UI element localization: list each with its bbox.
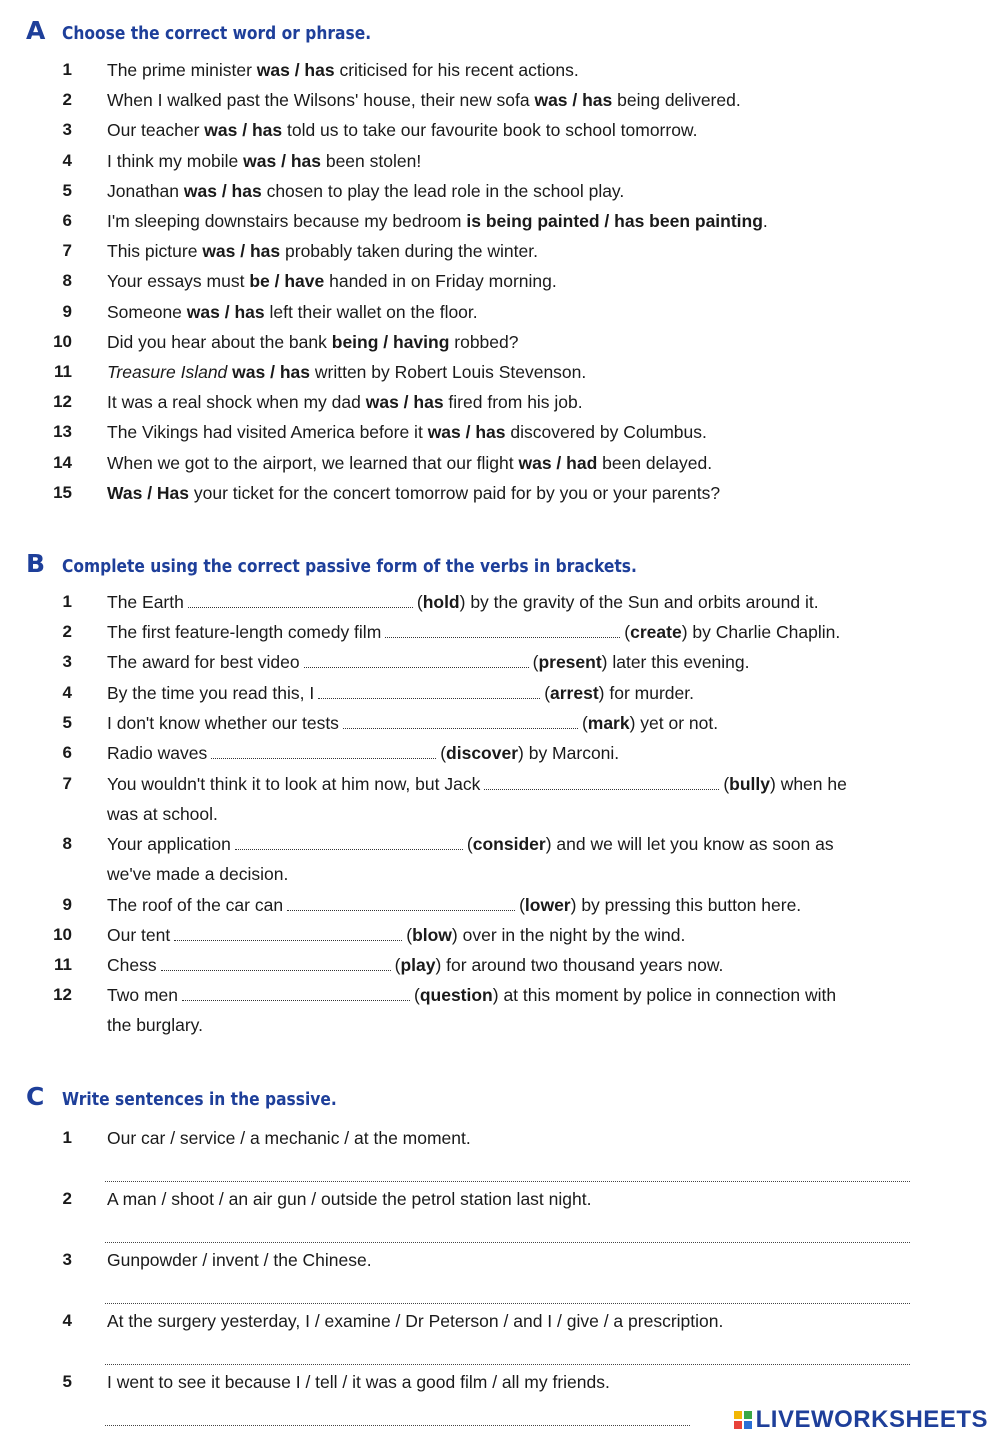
answer-choice[interactable]: was / has	[183, 180, 262, 201]
answer-choice[interactable]: Was / Has	[107, 482, 190, 503]
item-text	[107, 895, 801, 916]
bracket: (	[624, 622, 631, 642]
list-item	[0, 622, 1000, 652]
item-text	[107, 743, 619, 764]
item-number: 15	[53, 482, 72, 502]
text-fragment: handed in on Friday morning.	[324, 271, 557, 292]
text-fragment: The prime minister	[107, 60, 257, 80]
section-letter: A	[26, 16, 46, 45]
verb-prompt: consider	[472, 834, 546, 854]
list-item	[0, 1250, 1000, 1280]
verb-prompt: hold	[422, 592, 460, 612]
item-text	[107, 622, 840, 643]
answer-blank[interactable]	[211, 756, 436, 759]
verb-prompt: present	[538, 652, 602, 672]
answer-choice[interactable]: being / having	[331, 331, 450, 352]
text-fragment: by pressing this button here.	[576, 895, 802, 915]
section-b-heading	[26, 549, 730, 578]
item-text	[107, 713, 718, 734]
bracket: (	[440, 743, 447, 763]
section-title: Choose the correct word or phrase.	[62, 23, 372, 44]
answer-blank[interactable]	[304, 665, 529, 668]
list-item	[0, 925, 1000, 955]
bracket: )	[545, 834, 552, 854]
item-number: 4	[62, 150, 72, 170]
verb-prompt: create	[630, 622, 682, 642]
text-fragment: Our teacher	[107, 120, 205, 141]
list-item	[0, 120, 1000, 150]
liveworksheets-logo-icon	[734, 1411, 752, 1429]
answer-line[interactable]	[105, 1181, 910, 1182]
item-text: A man / shoot / an air gun / outside the petrol station last night.	[107, 1189, 592, 1209]
verb-prompt: discover	[446, 743, 519, 763]
bracket: )	[770, 774, 776, 794]
text-fragment: I don't know whether our tests	[107, 713, 339, 733]
answer-blank[interactable]	[343, 726, 578, 729]
item-text	[107, 422, 707, 443]
item-number: 1	[62, 60, 72, 79]
bracket: (	[414, 985, 420, 1005]
item-number: 11	[54, 955, 72, 974]
bracket: )	[451, 925, 458, 945]
item-text	[107, 120, 697, 141]
item-number: 8	[62, 271, 72, 291]
section-title: Write sentences in the passive.	[62, 1089, 337, 1110]
text-fragment: been stolen!	[320, 150, 422, 171]
text-fragment: left their wallet on the floor.	[264, 301, 478, 322]
list-item	[0, 713, 1000, 743]
item-number: 3	[62, 652, 72, 671]
list-item	[0, 592, 1000, 622]
text-fragment: chosen to play the lead role in the school play.	[261, 180, 625, 201]
text-fragment: Your application	[107, 834, 231, 854]
text-fragment: by Marconi.	[523, 743, 620, 763]
bracket: (	[519, 895, 525, 915]
answer-blank[interactable]	[188, 605, 413, 608]
text-fragment: The first feature-length comedy film	[107, 622, 382, 642]
text-fragment: You wouldn't think it to look at him now, but Jack	[107, 774, 481, 794]
bracket: (	[466, 834, 473, 854]
list-item	[0, 60, 1000, 90]
item-text	[107, 592, 819, 613]
text-fragment: been delayed.	[597, 452, 713, 473]
answer-blank[interactable]	[182, 998, 410, 1001]
bracket: (	[723, 774, 730, 794]
section-a-heading	[26, 16, 421, 45]
item-number: 6	[62, 211, 72, 230]
text-fragment: by Charlie Chaplin.	[687, 622, 841, 642]
list-item	[0, 332, 1000, 362]
item-text	[107, 362, 586, 383]
item-text	[107, 683, 694, 704]
text-fragment: by the gravity of the Sun and orbits around it.	[465, 592, 819, 612]
text-fragment: I'm sleeping downstairs because my bedroom	[107, 211, 467, 231]
text-fragment: and we will let you know as soon as	[551, 834, 834, 854]
verb-prompt: mark	[587, 713, 630, 733]
text-fragment: Someone	[107, 301, 187, 322]
item-text	[107, 985, 836, 1006]
item-text	[107, 271, 557, 292]
item-text: Our car / service / a mechanic / at the moment.	[107, 1128, 471, 1148]
bracket: )	[459, 592, 466, 612]
item-number: 12	[53, 985, 72, 1004]
text-fragment: Did you hear about the bank	[107, 331, 332, 352]
answer-choice[interactable]: was / has	[427, 422, 506, 443]
answer-blank[interactable]	[484, 787, 719, 790]
answer-choice[interactable]: was / has	[534, 90, 613, 111]
item-number: 5	[62, 1372, 72, 1391]
answer-blank[interactable]	[161, 968, 391, 971]
answer-line[interactable]	[105, 1425, 690, 1426]
list-item	[0, 1372, 1000, 1402]
item-number: 2	[62, 90, 72, 110]
list-item	[0, 302, 1000, 332]
text-fragment: The Earth	[107, 592, 184, 612]
verb-prompt: arrest	[550, 683, 599, 703]
text-fragment: later this evening.	[607, 652, 750, 672]
list-item	[0, 181, 1000, 211]
item-continuation: was at school.	[107, 804, 218, 824]
text-fragment: When I walked past the Wilsons' house, their new sofa	[107, 90, 535, 111]
bracket: )	[598, 683, 605, 703]
answer-choice[interactable]: was / has	[202, 241, 281, 262]
text-fragment: criticised for his recent actions.	[334, 60, 579, 80]
list-item	[0, 743, 1000, 773]
item-number: 4	[62, 683, 72, 702]
section-c-heading	[26, 1082, 381, 1111]
text-fragment: yet or not.	[635, 713, 719, 733]
text-fragment: Your essays must	[107, 271, 250, 292]
verb-prompt: question	[419, 985, 493, 1005]
bracket: )	[681, 622, 688, 642]
list-item	[0, 955, 1000, 985]
item-text	[107, 453, 712, 474]
item-continuation: the burglary.	[107, 1015, 203, 1035]
answer-choice[interactable]: was / has	[243, 150, 321, 171]
section-title: Complete using the correct passive form of the verbs in brackets.	[62, 556, 637, 577]
item-text	[107, 652, 750, 673]
item-text	[107, 483, 720, 504]
text-fragment: Chess	[107, 955, 157, 975]
item-number: 6	[62, 743, 72, 762]
bracket: )	[629, 713, 636, 733]
text-fragment: your ticket for the concert tomorrow paid for by you or your parents?	[189, 482, 721, 503]
item-number: 7	[62, 774, 72, 793]
list-item	[0, 652, 1000, 682]
text-fragment: The award for best video	[107, 652, 300, 672]
answer-blank[interactable]	[318, 696, 540, 699]
section-letter: C	[26, 1082, 45, 1111]
verb-prompt: play	[400, 955, 436, 975]
item-text	[107, 774, 847, 795]
item-number: 3	[62, 1250, 72, 1269]
text-fragment: discovered by Columbus.	[505, 422, 707, 443]
item-text	[107, 332, 519, 353]
item-number: 3	[62, 120, 72, 140]
item-text	[107, 181, 624, 202]
item-number: 10	[53, 925, 72, 944]
answer-blank[interactable]	[235, 847, 463, 850]
list-item	[0, 834, 1000, 884]
answer-choice[interactable]: was / has	[232, 362, 310, 382]
bracket: )	[518, 743, 524, 763]
text-fragment: By the time you read this, I	[107, 683, 315, 703]
text-fragment: for murder.	[604, 683, 694, 703]
answer-choice[interactable]: was / has	[204, 120, 283, 141]
text-fragment: being delivered.	[612, 90, 741, 111]
item-number: 5	[62, 180, 72, 200]
list-item	[0, 1128, 1000, 1158]
item-text: I went to see it because I / tell / it was a good film / all my friends.	[107, 1372, 610, 1392]
text-fragment: It was a real shock when my dad	[107, 392, 366, 413]
answer-blank[interactable]	[385, 635, 620, 638]
item-number: 2	[62, 622, 72, 641]
text-fragment: When we got to the airport, we learned that our flight	[107, 452, 519, 473]
list-item	[0, 1189, 1000, 1219]
text-fragment: when he	[775, 774, 847, 794]
text-fragment: Our tent	[107, 925, 171, 945]
answer-line[interactable]	[105, 1303, 910, 1304]
item-text	[107, 925, 685, 946]
text-fragment: The Vikings had visited America before it	[107, 422, 428, 443]
list-item	[0, 211, 1000, 241]
item-text	[107, 834, 834, 855]
answer-choice[interactable]: is being painted / has been painting	[466, 211, 763, 231]
item-number: 11	[54, 362, 72, 381]
answer-choice[interactable]: was / has	[365, 392, 444, 413]
answer-line[interactable]	[105, 1364, 910, 1365]
item-number: 9	[62, 301, 72, 321]
list-item	[0, 151, 1000, 181]
bracket: )	[492, 985, 499, 1005]
answer-choice[interactable]: be / have	[249, 271, 325, 292]
list-item	[0, 1311, 1000, 1341]
verb-prompt: blow	[412, 925, 452, 945]
text-fragment: I think my mobile	[107, 150, 244, 171]
list-item	[0, 392, 1000, 422]
answer-choice[interactable]: was / has	[256, 60, 335, 80]
item-number: 14	[53, 452, 72, 472]
item-text	[107, 392, 583, 413]
bracket: )	[601, 652, 608, 672]
text-fragment: at this moment by police in connection with	[498, 985, 837, 1005]
text-fragment: told us to take our favourite book to school tomorrow.	[282, 120, 698, 141]
bracket: )	[570, 895, 577, 915]
item-text: At the surgery yesterday, I / examine / Dr Peterson / and I / give / a prescription.	[107, 1311, 724, 1331]
item-number: 5	[62, 713, 72, 732]
list-item	[0, 362, 1000, 392]
item-number: 1	[62, 592, 72, 611]
bracket: (	[532, 652, 539, 672]
item-number: 4	[62, 1311, 72, 1330]
list-item	[0, 241, 1000, 271]
list-item	[0, 683, 1000, 713]
item-number: 8	[62, 834, 72, 853]
list-item	[0, 271, 1000, 301]
item-number: 13	[53, 422, 72, 442]
bracket: (	[406, 925, 413, 945]
bracket: (	[416, 592, 423, 612]
item-number: 1	[62, 1128, 72, 1147]
text-fragment: .	[762, 211, 768, 231]
bracket: (	[544, 683, 551, 703]
section-letter: B	[26, 549, 46, 578]
item-number: 2	[62, 1189, 72, 1208]
list-item	[0, 422, 1000, 452]
item-text	[107, 241, 538, 262]
bracket: (	[581, 713, 588, 733]
text-fragment: robbed?	[449, 331, 519, 352]
text-fragment: Treasure Island	[107, 362, 228, 382]
item-number: 10	[53, 331, 72, 351]
item-number: 9	[62, 895, 72, 914]
item-text	[107, 90, 741, 111]
bracket: (	[394, 955, 401, 975]
item-text: Gunpowder / invent / the Chinese.	[107, 1250, 372, 1270]
text-fragment: Jonathan	[107, 180, 184, 201]
list-item	[0, 985, 1000, 1035]
verb-prompt: lower	[524, 895, 571, 915]
list-item	[0, 895, 1000, 925]
text-fragment: This picture	[107, 241, 203, 262]
answer-choice[interactable]: was / has	[186, 301, 265, 322]
list-item	[0, 90, 1000, 120]
answer-blank[interactable]	[287, 908, 515, 911]
text-fragment: fired from his job.	[443, 392, 583, 413]
text-fragment: for around two thousand years now.	[441, 955, 724, 975]
list-item	[0, 453, 1000, 483]
liveworksheets-logo	[734, 1406, 988, 1434]
item-continuation: we've made a decision.	[107, 864, 289, 884]
item-text	[107, 955, 723, 976]
text-fragment: probably taken during the winter.	[280, 241, 538, 262]
logo-text: LIVEWORKSHEETS	[755, 1406, 988, 1433]
text-fragment: Radio waves	[107, 743, 208, 763]
item-text	[107, 211, 768, 232]
item-number: 7	[62, 241, 72, 261]
item-text	[107, 151, 421, 172]
item-text	[107, 302, 478, 323]
verb-prompt: bully	[729, 774, 770, 794]
answer-choice[interactable]: was / had	[518, 452, 598, 473]
list-item	[0, 483, 1000, 513]
bracket: )	[435, 955, 442, 975]
item-text	[107, 60, 579, 81]
list-item	[0, 774, 1000, 824]
text-fragment: Two men	[107, 985, 178, 1005]
text-fragment: written by Robert Louis Stevenson.	[310, 362, 587, 382]
text-fragment: over in the night by the wind.	[457, 925, 686, 945]
answer-line[interactable]	[105, 1242, 910, 1243]
item-number: 12	[53, 392, 72, 412]
text-fragment: The roof of the car can	[107, 895, 284, 915]
answer-blank[interactable]	[174, 938, 402, 941]
